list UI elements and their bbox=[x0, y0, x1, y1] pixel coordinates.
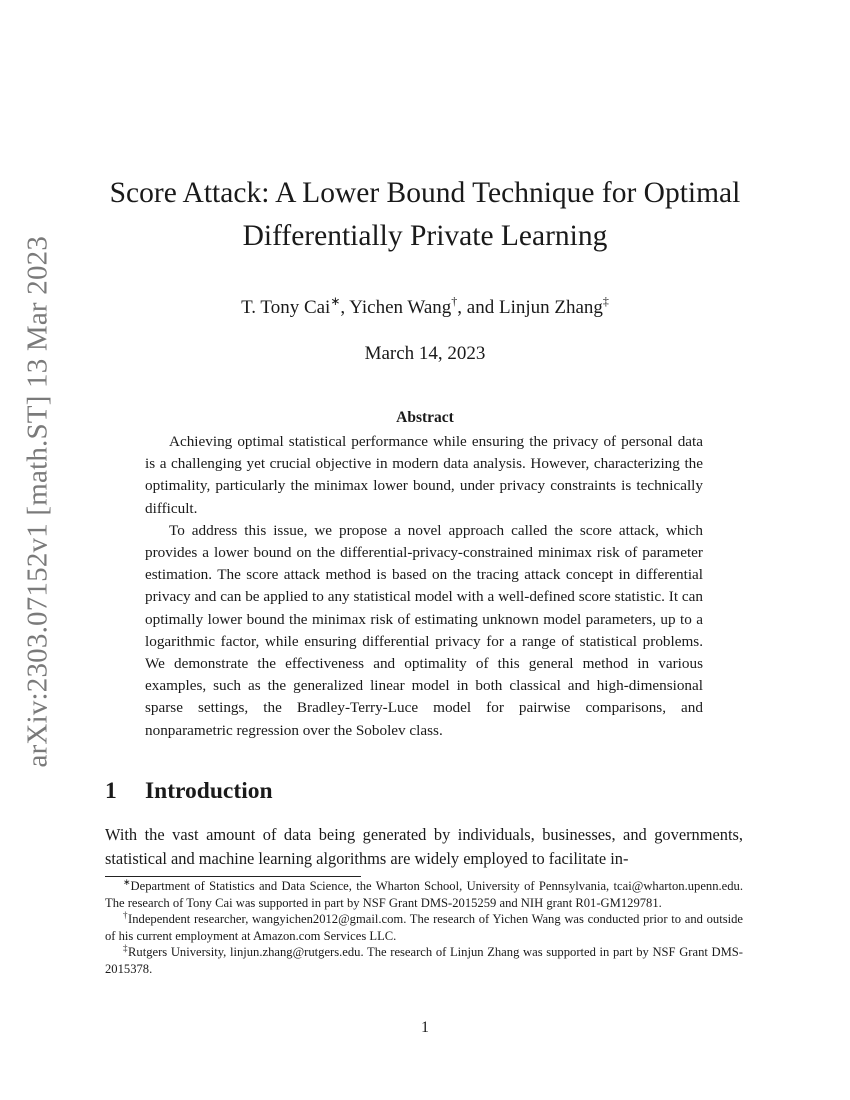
author-separator: , bbox=[340, 297, 350, 318]
author-cai: T. Tony Cai bbox=[241, 297, 331, 318]
footnote-divider bbox=[105, 876, 361, 877]
abstract-paragraph: To address this issue, we propose a novel approach called the score attack, which provides a lower bound on the differential-privacy-constrained minimax risk of parameter estimation. The score attack method is based on the tracing attack concept in differential privacy and can be applied to any statistical model with a well-defined score statistic. It can optimally lower bound the minimax risk of estimating unknown model parameters, up to a logarithmic factor, while ensuring differential privacy for a range of statistical problems. We demonstrate the effectiveness and optimality of this general method in various examples, such as the generalized linear model in both classical and high-dimensional sparse settings, the Bradley-Terry-Luce model for pairwise comparisons, and nonparametric regression over the Sobolev class. bbox=[145, 521, 703, 739]
footnote-text: Department of Statistics and Data Science, the Wharton School, University of Pennsylvania, tcai@wharton.upenn.edu. The research of Tony Cai was supported in part by NSF Grant DMS-2015259 and NIH grant R01-GM129781. bbox=[105, 879, 743, 910]
footnote-text: Independent researcher, wangyichen2012@gmail.com. The research of Yichen Wang was conducted prior to and outside of his current employment at Amazon.com Services LLC. bbox=[105, 912, 743, 943]
section-heading-introduction bbox=[105, 778, 273, 805]
footnote-mark: † bbox=[123, 910, 129, 921]
section-title: Introduction bbox=[145, 778, 273, 804]
section-number: 1 bbox=[105, 778, 117, 804]
paper-title bbox=[0, 172, 850, 258]
footnote-mark: ‡ bbox=[123, 943, 128, 954]
footnote-text: Rutgers University, linjun.zhang@rutgers.edu. The research of Linjun Zhang was supported in part by NSF Grant DMS-2015378. bbox=[105, 945, 743, 976]
footnote-wang bbox=[105, 911, 743, 944]
abstract-heading: Abstract bbox=[396, 409, 454, 426]
author-wang: Yichen Wang bbox=[349, 297, 452, 318]
author-zhang: Linjun Zhang bbox=[498, 297, 603, 318]
abstract-paragraph: Achieving optimal statistical performance while ensuring the privacy of personal data is a challenging yet crucial objective in modern data analysis. However, characterizing the optimality, particularly the minimax lower bound, under privacy constraints is technically difficult. bbox=[145, 433, 703, 517]
author-separator: , and bbox=[457, 297, 499, 318]
page-number: 1 bbox=[421, 1019, 429, 1036]
title-line-2: Differentially Private Learning bbox=[242, 220, 608, 252]
author-cai-footnote-mark: ∗ bbox=[330, 294, 341, 308]
footnote-mark: ∗ bbox=[123, 877, 131, 887]
author-zhang-footnote-mark: ‡ bbox=[602, 294, 609, 308]
author-wang-footnote-mark: † bbox=[451, 294, 458, 308]
arxiv-identifier-stamp: arXiv:2303.07152v1 [math.ST] 13 Mar 2023 bbox=[21, 235, 54, 768]
author-list bbox=[0, 294, 850, 319]
title-line-1: Score Attack: A Lower Bound Technique for Optimal bbox=[109, 177, 741, 209]
abstract-body bbox=[145, 431, 703, 742]
footnote-cai bbox=[105, 878, 743, 911]
publication-date: March 14, 2023 bbox=[364, 343, 486, 364]
footnote-zhang bbox=[105, 944, 743, 977]
introduction-paragraph: With the vast amount of data being generated by individuals, businesses, and governments, statistical and machine learning algorithms are widely employed to facilitate in- bbox=[105, 825, 743, 868]
footnotes bbox=[105, 878, 743, 978]
